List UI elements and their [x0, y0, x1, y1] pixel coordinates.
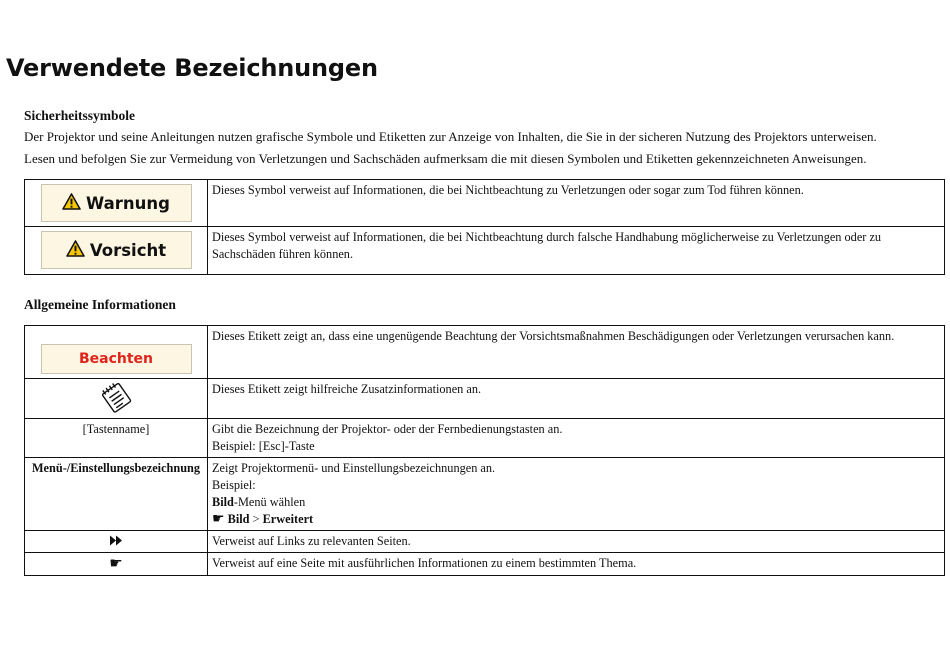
menu-example: [212, 494, 940, 511]
menu-example-rest: -Menü wählen: [233, 495, 306, 509]
general-information-table: [24, 325, 945, 576]
menu-example-bold: Bild: [212, 495, 234, 509]
menu-path-first: Bild: [227, 512, 250, 526]
menu-path: [212, 511, 940, 528]
keyname-cell: [Tastenname]: [25, 419, 208, 458]
table-row: [25, 419, 945, 458]
caution-badge-label: Vorsicht: [89, 240, 167, 260]
menu-path-separator: >: [249, 512, 263, 526]
menu-description: [208, 458, 945, 531]
menu-example-label: Beispiel:: [212, 478, 256, 492]
safety-intro-paragraph-2: Lesen und befolgen Sie zur Vermeidung von Verletzungen und Sachschäden aufmerksam die mit diesen Symbolen und Etiketten gekennzeichneten Anweisungen.: [24, 151, 867, 166]
attention-description: Dieses Etikett zeigt an, dass eine ungenügende Beachtung der Vorsichtsmaßnahmen Beschädigungen oder Verletzungen verursachen kann.: [208, 326, 945, 379]
warning-description: Dieses Symbol verweist auf Informationen, die bei Nichtbeachtung zu Verletzungen oder sogar zum Tod führen können.: [208, 180, 945, 227]
warning-triangle-icon: [62, 193, 81, 213]
table-row: [25, 379, 945, 419]
table-row: [25, 458, 945, 531]
note-description: Dieses Etikett zeigt hilfreiche Zusatzinformationen an.: [208, 379, 945, 419]
pointing-hand-icon: ☛: [109, 554, 123, 572]
links-description: Verweist auf Links zu relevanten Seiten.: [208, 531, 945, 553]
caution-badge: [41, 231, 192, 269]
general-information-heading: Allgemeine Informationen: [24, 297, 176, 312]
table-row: [25, 227, 945, 275]
attention-badge-label: Beachten: [78, 350, 154, 367]
safety-intro-paragraph-1: Der Projektor und seine Anleitungen nutzen grafische Symbole und Etiketten zur Anzeige von Inhalten, die Sie in der sicheren Nutzung des Projektors unterweisen.: [24, 129, 877, 144]
safety-symbols-heading: Sicherheitssymbole: [24, 108, 135, 123]
safety-symbols-table: [24, 179, 945, 275]
menu-label-cell: Menü-/Einstellungsbezeichnung: [25, 458, 208, 531]
warning-triangle-icon: [66, 240, 85, 260]
keyname-description: [208, 419, 945, 458]
symbol-cell: [25, 326, 208, 379]
symbol-cell: [25, 180, 208, 227]
table-row: [25, 180, 945, 227]
symbol-cell: [25, 553, 208, 576]
table-row: [25, 326, 945, 379]
keyname-text: Gibt die Bezeichnung der Projektor- oder der Fernbedienungstasten an.: [212, 422, 563, 436]
symbol-cell: [25, 379, 208, 419]
symbol-cell: [25, 227, 208, 275]
pointing-hand-icon: ☛: [212, 511, 225, 527]
reference-description: Verweist auf eine Seite mit ausführlichen Informationen zu einem bestimmten Thema.: [208, 553, 945, 576]
warning-badge-label: Warnung: [86, 193, 170, 213]
double-arrow-icon: [109, 534, 123, 551]
page-title: Verwendete Bezeichnungen: [6, 54, 378, 82]
warning-badge: [41, 184, 192, 222]
menu-path-second: Erweitert: [262, 512, 314, 526]
table-row: [25, 531, 945, 553]
table-row: [25, 553, 945, 576]
caution-description: Dieses Symbol verweist auf Informationen, die bei Nichtbeachtung durch falsche Handhabung möglicherweise zu Verletzungen oder zu Sachschäden führen können.: [208, 227, 945, 275]
menu-text: Zeigt Projektormenü- und Einstellungsbezeichnungen an.: [212, 461, 496, 475]
symbol-cell: [25, 531, 208, 553]
keyname-example: Beispiel: [Esc]-Taste: [212, 439, 315, 453]
attention-badge: [41, 344, 192, 374]
notepad-icon: [99, 381, 133, 418]
